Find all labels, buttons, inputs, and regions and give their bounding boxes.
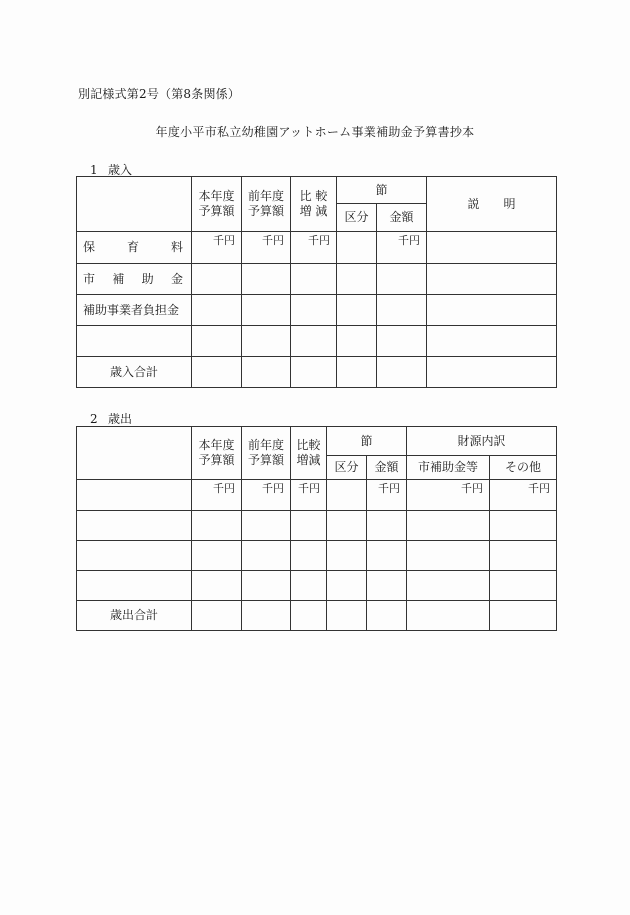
- revenue-cell: [192, 326, 242, 357]
- revenue-row: [77, 295, 557, 326]
- revenue-cell: [337, 264, 377, 295]
- expenditure-cell: [242, 511, 291, 541]
- expenditure-cell: [407, 541, 490, 571]
- expenditure-cell: [327, 571, 367, 601]
- expenditure-section-title: [90, 410, 132, 427]
- revenue-cell: [242, 295, 291, 326]
- expenditure-unit-amount: 千円: [367, 480, 407, 511]
- revenue-header-comparison: 比 較 増 減: [291, 177, 337, 232]
- revenue-cell: [291, 326, 337, 357]
- expenditure-header-other: その他: [490, 456, 557, 480]
- expenditure-header-previous-budget: 前年度 予算額: [242, 427, 291, 480]
- revenue-header-setsu-amount: 金額: [377, 204, 427, 232]
- revenue-row-label-operator-share: 補助事業者負担金: [77, 295, 192, 326]
- revenue-cell: [377, 264, 427, 295]
- expenditure-table: [76, 426, 557, 631]
- expenditure-header-current-budget: 本年度 予算額: [192, 427, 242, 480]
- revenue-cell: [377, 326, 427, 357]
- revenue-cell: [337, 295, 377, 326]
- expenditure-unit-city-subsidy: 千円: [407, 480, 490, 511]
- expenditure-cell: [291, 571, 327, 601]
- revenue-cell: [291, 295, 337, 326]
- revenue-row-label-childcare-fee: 保 育 料: [77, 232, 192, 264]
- revenue-cell: [427, 295, 557, 326]
- revenue-row: [77, 326, 557, 357]
- revenue-row-label-blank: [77, 326, 192, 357]
- revenue-cell: [192, 264, 242, 295]
- revenue-cell: [242, 357, 291, 388]
- expenditure-unit-current: 千円: [192, 480, 242, 511]
- revenue-cell: [242, 326, 291, 357]
- expenditure-row-label: [77, 511, 192, 541]
- revenue-cell: [242, 264, 291, 295]
- expenditure-cell: [291, 541, 327, 571]
- expenditure-cell: [327, 480, 367, 511]
- expenditure-row-label: [77, 541, 192, 571]
- expenditure-header-setsu-category: 区分: [327, 456, 367, 480]
- revenue-section-label: 歳入: [108, 163, 133, 177]
- expenditure-cell: [242, 601, 291, 631]
- revenue-cell: [427, 357, 557, 388]
- revenue-unit-current: 千円: [192, 232, 242, 264]
- revenue-total-label: 歳入合計: [77, 357, 192, 388]
- document-title: 年度小平市私立幼稚園アットホーム事業補助金予算書抄本: [155, 125, 475, 139]
- expenditure-header-blank: [77, 427, 192, 480]
- expenditure-cell: [192, 511, 242, 541]
- revenue-cell: [192, 295, 242, 326]
- expenditure-cell: [367, 571, 407, 601]
- expenditure-cell: [407, 571, 490, 601]
- revenue-cell: [291, 264, 337, 295]
- expenditure-cell: [367, 601, 407, 631]
- expenditure-cell: [291, 601, 327, 631]
- revenue-header-blank: [77, 177, 192, 232]
- expenditure-cell: [407, 601, 490, 631]
- revenue-table: [76, 176, 557, 388]
- expenditure-cell: [367, 541, 407, 571]
- expenditure-row: [77, 571, 557, 601]
- revenue-row-label-city-subsidy: 市 補 助 金: [77, 264, 192, 295]
- expenditure-header-comparison: 比較 増減: [291, 427, 327, 480]
- revenue-header-previous-budget: 前年度 予算額: [242, 177, 291, 232]
- revenue-cell: [427, 326, 557, 357]
- revenue-cell: [337, 232, 377, 264]
- revenue-row: [77, 232, 557, 264]
- revenue-unit-previous: 千円: [242, 232, 291, 264]
- revenue-header-setsu-category: 区分: [337, 204, 377, 232]
- revenue-cell: [427, 264, 557, 295]
- revenue-cell: [291, 357, 337, 388]
- expenditure-header-setsu-amount: 金額: [367, 456, 407, 480]
- revenue-cell: [377, 357, 427, 388]
- expenditure-cell: [367, 511, 407, 541]
- revenue-unit-comparison: 千円: [291, 232, 337, 264]
- expenditure-cell: [192, 541, 242, 571]
- expenditure-section-label: 歳出: [108, 412, 133, 426]
- revenue-total-row: [77, 357, 557, 388]
- expenditure-cell: [242, 571, 291, 601]
- form-label: 別記様式第2号（第8条関係）: [78, 87, 241, 101]
- expenditure-cell: [490, 601, 557, 631]
- expenditure-cell: [192, 601, 242, 631]
- expenditure-cell: [490, 541, 557, 571]
- expenditure-unit-other: 千円: [490, 480, 557, 511]
- revenue-header-description: 説 明: [427, 177, 557, 232]
- revenue-cell: [377, 295, 427, 326]
- expenditure-row: [77, 480, 557, 511]
- expenditure-row: [77, 511, 557, 541]
- revenue-cell: [427, 232, 557, 264]
- expenditure-unit-previous: 千円: [242, 480, 291, 511]
- revenue-header-current-budget: 本年度 予算額: [192, 177, 242, 232]
- expenditure-total-row: [77, 601, 557, 631]
- revenue-row: [77, 264, 557, 295]
- revenue-cell: [337, 357, 377, 388]
- expenditure-header-city-subsidy: 市補助金等: [407, 456, 490, 480]
- expenditure-cell: [327, 511, 367, 541]
- expenditure-row: [77, 541, 557, 571]
- expenditure-header-funding: 財源内訳: [407, 427, 557, 456]
- expenditure-cell: [407, 511, 490, 541]
- expenditure-row-label: [77, 571, 192, 601]
- expenditure-header-setsu: 節: [327, 427, 407, 456]
- expenditure-cell: [490, 511, 557, 541]
- expenditure-section-number: 2: [90, 412, 98, 426]
- expenditure-cell: [490, 571, 557, 601]
- revenue-section-number: 1: [90, 163, 98, 177]
- revenue-cell: [337, 326, 377, 357]
- expenditure-row-label: [77, 480, 192, 511]
- expenditure-cell: [327, 541, 367, 571]
- expenditure-cell: [291, 511, 327, 541]
- revenue-header-setsu: 節: [337, 177, 427, 204]
- expenditure-cell: [192, 571, 242, 601]
- expenditure-unit-comparison: 千円: [291, 480, 327, 511]
- expenditure-cell: [327, 601, 367, 631]
- expenditure-total-label: 歳出合計: [77, 601, 192, 631]
- expenditure-cell: [242, 541, 291, 571]
- revenue-unit-amount: 千円: [377, 232, 427, 264]
- revenue-cell: [192, 357, 242, 388]
